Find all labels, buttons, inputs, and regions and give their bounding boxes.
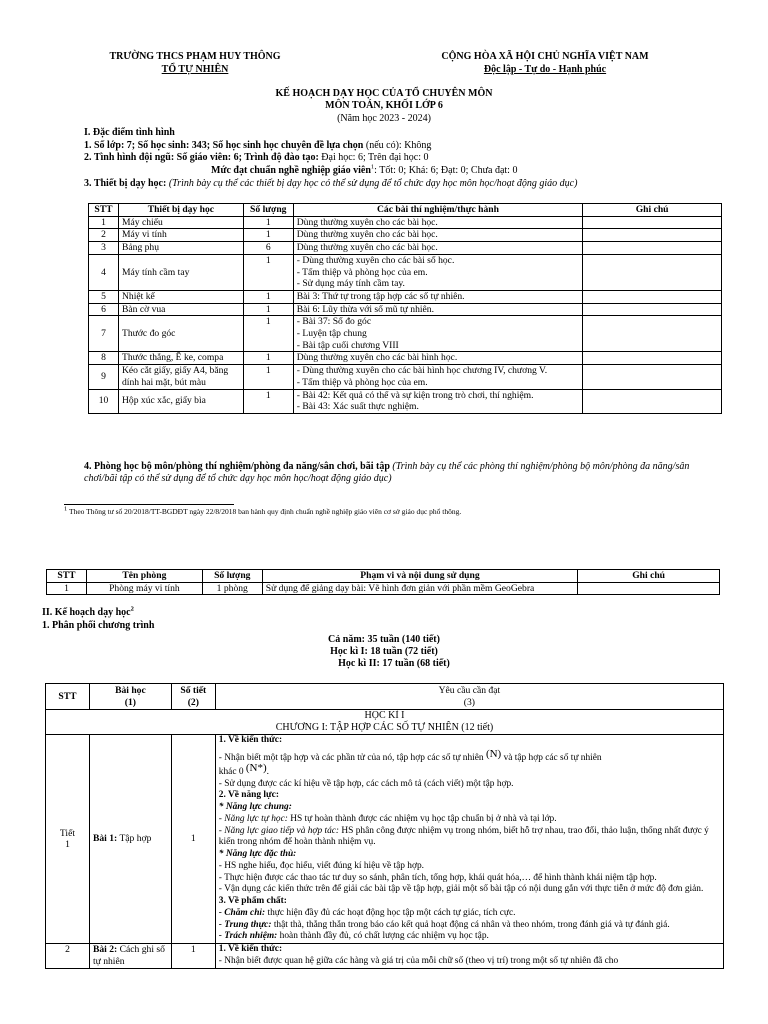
equipment-usage: Bài 6: Lũy thừa với số mũ tự nhiên. bbox=[293, 303, 583, 316]
lesson-requirements: 1. Về kiến thức: - Nhận biết một tập hợp và các phần tử của nó, tập hợp các số tự nhiên (N) và tập hợp các số tự nhiên khác 0 (N*). - Sử dụng được các kí hiệu về tập hợp, các cách mô tả (cách viết) một tập hợp. 2. Về năng lực: * Năng lực chung: - Năng lực tự học: HS tự hoàn thành được các nhiệm vụ học tập chuẩn bị ở nhà và tại lớp. - Năng lực giao tiếp và hợp tác: HS phân công được nhiệm vụ trong nhóm, biết hỗ trợ nhau, trao đổi, thảo luận, thống nhất được ý kiến trong nhóm để hoàn thành nhiệm vụ. * Năng lực đặc thù: - HS nghe hiểu, đọc hiểu, viết đúng kí hiệu về tập hợp. - Thực hiện được các thao tác tư duy so sánh, phân tích, tổng hợp, khái quát hóa,… để hình thành khái niệm tập hợp. - Vận dụng các kiến thức trên để giải các bài tập về tập hợp, giải một số bài tập có nội dung gắn với thực tiễn ở mức độ đơn giản. 3. Về phẩm chất: - Chăm chỉ: thực hiện đầy đủ các hoạt động học tập một cách tự giác, tích cực. - Trung thực: thật thà, thẳng thắn trong báo cáo kết quả hoạt động cá nhân và theo nhóm, trong đánh giá và tự đánh giá. - Trách nhiệm: hoàn thành đầy đủ, có chất lượng các nhiệm vụ học tập. bbox=[215, 735, 723, 944]
room-col-note: Ghi chú bbox=[578, 570, 720, 583]
room-col-quantity: Số lượng bbox=[202, 570, 262, 583]
equipment-note bbox=[583, 303, 722, 316]
equipment-qty: 1 bbox=[243, 303, 293, 316]
equipment-usage: Dùng thường xuyên cho các bài học. bbox=[293, 229, 583, 242]
equipment-row bbox=[89, 303, 722, 316]
section-1-heading: I. Đặc điểm tình hình bbox=[84, 127, 175, 138]
summary-year: Cả năm: 35 tuần (140 tiết) bbox=[328, 634, 440, 645]
col-header-stt: STT bbox=[89, 204, 119, 217]
equipment-row bbox=[89, 242, 722, 255]
equipment-note bbox=[583, 316, 722, 352]
equipment-qty: 6 bbox=[243, 242, 293, 255]
summary-sem2: Học kì II: 17 tuần (68 tiết) bbox=[338, 658, 450, 669]
equipment-stt: 10 bbox=[89, 389, 119, 413]
semester-heading: HỌC KÌ I CHƯƠNG I: TẬP HỢP CÁC SỐ TỰ NHIÊN (12 tiết) bbox=[46, 710, 724, 735]
equipment-note bbox=[583, 389, 722, 413]
equipment-qty: 1 bbox=[243, 290, 293, 303]
equipment-row bbox=[89, 229, 722, 242]
equipment-stt: 7 bbox=[89, 316, 119, 352]
col-header-quantity: Số lượng bbox=[243, 204, 293, 217]
section-2-sub: 1. Phân phối chương trình bbox=[42, 620, 155, 631]
equipment-name: Bảng phụ bbox=[118, 242, 243, 255]
equipment-name: Hộp xúc xắc, giấy bìa bbox=[118, 389, 243, 413]
lesson-stt: 2 bbox=[46, 944, 90, 968]
plan-table bbox=[45, 683, 724, 969]
equipment-stt: 4 bbox=[89, 254, 119, 290]
equipment-usage: - Bài 42: Kết quả có thể và sự kiện trong trò chơi, thí nghiệm. - Bài 43: Xác suất thực nghiệm. bbox=[293, 389, 583, 413]
equipment-row bbox=[89, 316, 722, 352]
equipment-table bbox=[88, 203, 722, 414]
equipment-note bbox=[583, 242, 722, 255]
equipment-usage: Bài 3: Thứ tự trong tập hợp các số tự nhiên. bbox=[293, 290, 583, 303]
footnote: $^1$ Theo Thông tư số 20/2018/TT-BGDĐT ngày 22/8/2018 ban hành quy định chuẩn nghề nghiệp giáo viên cơ sở giáo dục phổ thông. bbox=[64, 505, 462, 516]
equipment-stt: 3 bbox=[89, 242, 119, 255]
equipment-stt: 2 bbox=[89, 229, 119, 242]
plan-col-stt: STT bbox=[46, 684, 90, 710]
col-header-note: Ghi chú bbox=[583, 204, 722, 217]
nation-name: CỘNG HÒA XÃ HỘI CHỦ NGHĨA VIỆT NAM bbox=[441, 51, 649, 62]
equipment-qty: 1 bbox=[243, 365, 293, 389]
equipment-qty: 1 bbox=[243, 316, 293, 352]
room-col-name: Tên phòng bbox=[86, 570, 202, 583]
lesson-requirements: 1. Về kiến thức: - Nhận biết được quan hệ giữa các hàng và giá trị của mỗi chữ số (theo vị trí) trong một số tự nhiên đã cho bbox=[215, 944, 723, 968]
lesson-row bbox=[46, 735, 724, 944]
equipment-stt: 6 bbox=[89, 303, 119, 316]
equipment-name: Kéo cắt giấy, giấy A4, băng dính hai mặt, bút màu bbox=[118, 365, 243, 389]
equipment-usage: Dùng thường xuyên cho các bài học. bbox=[293, 216, 583, 229]
equipment-stt: 1 bbox=[89, 216, 119, 229]
equipment-note bbox=[583, 290, 722, 303]
room-table bbox=[46, 569, 720, 595]
equipment-qty: 1 bbox=[243, 352, 293, 365]
equipment-stt: 5 bbox=[89, 290, 119, 303]
room-stt: 1 bbox=[47, 582, 87, 595]
equipment-name: Thước đo góc bbox=[118, 316, 243, 352]
equipment-usage: Dùng thường xuyên cho các bài học. bbox=[293, 242, 583, 255]
col-header-equipment: Thiết bị dạy học bbox=[118, 204, 243, 217]
room-qty: 1 phòng bbox=[202, 582, 262, 595]
set-n-symbol: (N) bbox=[485, 748, 502, 761]
room-use: Sử dụng để giảng dạy bài: Vẽ hình đơn giản với phần mềm GeoGebra bbox=[262, 582, 577, 595]
equipment-name: Thước thẳng, Ê ke, compa bbox=[118, 352, 243, 365]
lesson-row bbox=[46, 944, 724, 968]
doc-subtitle: MÔN TOÁN, KHỐI LỚP 6 bbox=[325, 100, 443, 111]
room-col-scope: Phạm vi và nội dung sử dụng bbox=[262, 570, 577, 583]
equipment-qty: 1 bbox=[243, 229, 293, 242]
equipment-stt: 9 bbox=[89, 365, 119, 389]
equipment-name: Máy vi tính bbox=[118, 229, 243, 242]
plan-col-lesson: Bài học (1) bbox=[89, 684, 171, 710]
equipment-name: Máy tính cầm tay bbox=[118, 254, 243, 290]
section-2-heading: II. Kế hoạch dạy học$^2$ bbox=[42, 605, 134, 618]
lesson-stt: Tiết 1 bbox=[46, 735, 90, 944]
set-n-star-symbol: (N*) bbox=[245, 761, 267, 774]
equipment-note bbox=[583, 254, 722, 290]
section-4: 4. Phòng học bộ môn/phòng thí nghiệm/phòng đa năng/sân chơi, bãi tập (Trình bày cụ thể các phòng thí nghiệm/phòng bộ môn/phòng đa năng/sân chơi/bãi tập có thể sử dụng để tổ chức dạy học môn học/hoạt động giáo dục) bbox=[84, 461, 690, 485]
equipment-row bbox=[89, 365, 722, 389]
equipment-usage: - Bài 37: Số đo góc - Luyện tập chung - Bài tập cuối chương VIII bbox=[293, 316, 583, 352]
footnote-divider bbox=[64, 504, 234, 505]
lesson-periods: 1 bbox=[171, 735, 215, 944]
plan-col-periods: Số tiết (2) bbox=[171, 684, 215, 710]
room-col-stt: STT bbox=[47, 570, 87, 583]
room-row bbox=[47, 582, 720, 595]
equipment-usage: - Dùng thường xuyên cho các bài hình học chương IV, chương V. - Tấm thiệp và phòng học của em. bbox=[293, 365, 583, 389]
section-1-item-2b: Mức đạt chuẩn nghề nghiệp giáo viên$^1$: Tốt: 0; Khá: 6; Đạt: 0; Chưa đạt: 0 bbox=[211, 163, 518, 176]
summary-sem1: Học kì I: 18 tuần (72 tiết) bbox=[330, 646, 438, 657]
school-name: TRƯỜNG THCS PHẠM HUY THÔNG bbox=[109, 51, 281, 62]
equipment-note bbox=[583, 352, 722, 365]
equipment-name: Bàn cờ vua bbox=[118, 303, 243, 316]
department-name: TỔ TỰ NHIÊN bbox=[161, 64, 229, 75]
equipment-usage: Dùng thường xuyên cho các bài hình học. bbox=[293, 352, 583, 365]
equipment-note bbox=[583, 216, 722, 229]
room-note bbox=[578, 582, 720, 595]
equipment-row bbox=[89, 352, 722, 365]
doc-title: KẾ HOẠCH DẠY HỌC CỦA TỔ CHUYÊN MÔN bbox=[275, 88, 493, 99]
lesson-periods: 1 bbox=[171, 944, 215, 968]
equipment-row bbox=[89, 254, 722, 290]
equipment-note bbox=[583, 229, 722, 242]
equipment-row bbox=[89, 389, 722, 413]
equipment-qty: 1 bbox=[243, 254, 293, 290]
equipment-note bbox=[583, 365, 722, 389]
lesson-name: Bài 2: Cách ghi số tự nhiên bbox=[89, 944, 171, 968]
equipment-qty: 1 bbox=[243, 216, 293, 229]
equipment-name: Nhiệt kế bbox=[118, 290, 243, 303]
equipment-usage: - Dùng thường xuyên cho các bài số học. - Tấm thiệp và phòng học của em. - Sử dụng máy tính cầm tay. bbox=[293, 254, 583, 290]
equipment-qty: 1 bbox=[243, 389, 293, 413]
equipment-name: Máy chiếu bbox=[118, 216, 243, 229]
col-header-experiments: Các bài thí nghiệm/thực hành bbox=[293, 204, 583, 217]
lesson-name: Bài 1: Tập hợp bbox=[89, 735, 171, 944]
room-name: Phòng máy vi tính bbox=[86, 582, 202, 595]
motto: Độc lập - Tự do - Hạnh phúc bbox=[483, 64, 607, 75]
equipment-stt: 8 bbox=[89, 352, 119, 365]
section-1-item-2: 2. Tình hình đội ngũ: Số giáo viên: 6; Trình độ đào tạo: Đại học: 6; Trên đại học: 0 bbox=[84, 152, 429, 163]
equipment-row bbox=[89, 216, 722, 229]
school-year: (Năm học 2023 - 2024) bbox=[337, 113, 431, 124]
section-1-item-3: 3. Thiết bị dạy học: (Trình bày cụ thể các thiết bị dạy học có thể sử dụng để tổ chức dạy học môn học/hoạt động giáo dục) bbox=[84, 178, 578, 189]
equipment-row bbox=[89, 290, 722, 303]
section-1-item-1: 1. Số lớp: 7; Số học sinh: 343; Số học sinh học chuyên đề lựa chọn (nếu có): Không bbox=[84, 140, 432, 151]
plan-col-requirements: Yêu cầu cần đạt (3) bbox=[215, 684, 723, 710]
